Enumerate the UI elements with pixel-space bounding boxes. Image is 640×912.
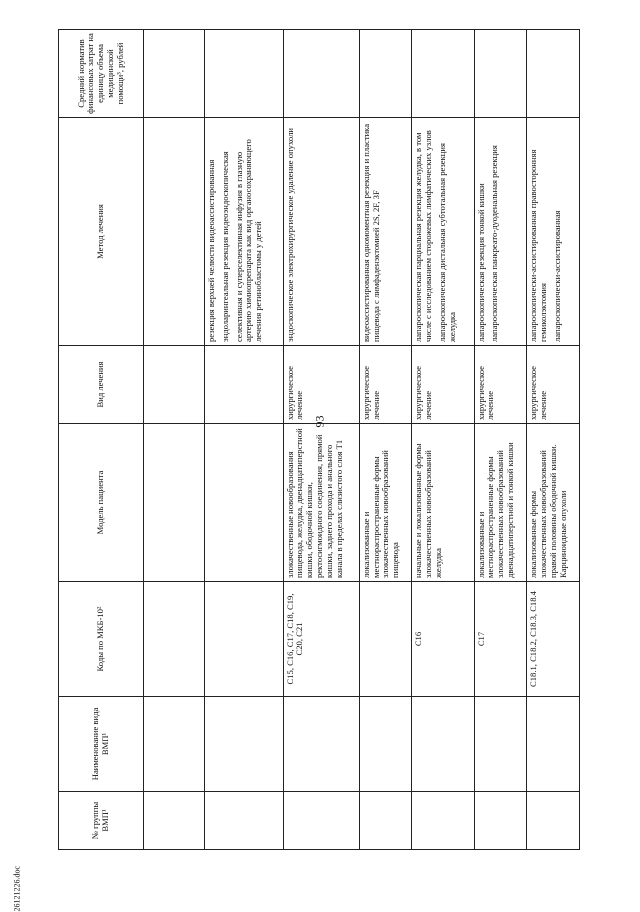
vmp-table [58, 29, 580, 850]
method-item: эндоларингеальная резекция видеоэндоскопическая [219, 151, 230, 342]
method-item: селективная и суперселективная инфузия в глазную артерию химиопрепарата как вид органосохраняющего лечения ретинобластомы у детей [233, 139, 264, 342]
table-header-row [59, 30, 144, 850]
cell-name [474, 697, 527, 792]
cell-model: начальные и локализованные формы злокачественных новообразований желудка [412, 424, 474, 582]
cell-codes: C15, C16, C17, C18, C19, C20, C21 [283, 582, 359, 697]
method-item: эндоскопическое электрохирургическое удаление опухоли [284, 127, 295, 342]
table-spacer-row [144, 30, 205, 850]
cell-group [412, 792, 474, 850]
cell-cost [412, 30, 474, 118]
method-item: лапароскопическая дистальная субтотальная резекция желудка [436, 143, 457, 342]
table-row [359, 30, 412, 850]
cell-cost [474, 30, 527, 118]
cell-treatment: хирургическое лечение [474, 346, 527, 424]
cell-treatment: хирургическое лечение [527, 346, 580, 424]
cell-name [283, 697, 359, 792]
cell-group [527, 792, 580, 850]
cell-codes: C18.1, C18.2, C18.3, C18.4 [527, 582, 580, 697]
cell-treatment: хирургическое лечение [283, 346, 359, 424]
cell-treatment: хирургическое лечение [412, 346, 474, 424]
spacer-cell [144, 697, 205, 792]
cell-group [283, 792, 359, 850]
method-item: лапароскопическая парциальная резекция желудка, в том числе с исследованием сторожевых лимфатических узлов [413, 130, 434, 342]
spacer-cell [144, 424, 205, 582]
spacer-cell [144, 30, 205, 118]
method-item: резекция верхней челюсти видеоассистированная [206, 159, 216, 342]
cell-methods [527, 118, 580, 346]
cell-codes [359, 582, 412, 697]
table-body [144, 30, 580, 850]
header-codes: Коды по МКБ-10² [59, 582, 144, 697]
table-row [412, 30, 474, 850]
cell-methods [283, 118, 359, 346]
cell-group [474, 792, 527, 850]
cell-methods [474, 118, 527, 346]
cell-model: локализованные и местнораспространенные формы злокачественных новообразований пищевода [359, 424, 412, 582]
header-methods: Метод лечения [59, 118, 144, 346]
document-footer: 26121226.doc [12, 865, 22, 912]
cell-group [205, 792, 284, 850]
table-row [283, 30, 359, 850]
cell-codes: C16 [412, 582, 474, 697]
cell-methods [359, 118, 412, 346]
cell-codes [205, 582, 284, 697]
cell-name [527, 697, 580, 792]
cell-cost [205, 30, 284, 118]
cell-group [359, 792, 412, 850]
spacer-cell [144, 582, 205, 697]
cell-model [205, 424, 284, 582]
spacer-cell [144, 118, 205, 346]
rotated-table-container [58, 30, 580, 850]
cell-methods [205, 118, 284, 346]
cell-model: злокачественные новообразования пищевода, желудка, двенадцатиперстной кишки, ободочной кишки, ректосигмоидного соединения, прямой кишки, заднего прохода и анального канала в пределах слизистого слоя T1 [283, 424, 359, 582]
cell-model: локализованные формы злокачественных новообразований правой половины ободочной кишки. Карциноидные опухоли [527, 424, 580, 582]
table-row [205, 30, 284, 850]
cell-name [359, 697, 412, 792]
spacer-cell [144, 792, 205, 850]
header-treatment: Вид лечения [59, 346, 144, 424]
cell-treatment [205, 346, 284, 424]
cell-cost [283, 30, 359, 118]
spacer-cell [144, 346, 205, 424]
method-item: видеоассистированная одномоментная резекция и пластика пищевода с лимфаденэктомией 2S, 2F, 3F [360, 123, 381, 342]
method-item: лапароскопическая резекция тонкой кишки [475, 183, 486, 342]
header-cost: Средний норматив финансовых затрат на единицу объема медицинской помощи³, рублей [59, 30, 144, 118]
method-item: лапароскопическая панкреато-дуоденальная резекция [489, 145, 500, 342]
cell-codes: C17 [474, 582, 527, 697]
cell-name [412, 697, 474, 792]
header-model: Модель пациента [59, 424, 144, 582]
cell-methods [412, 118, 474, 346]
table-row [474, 30, 527, 850]
method-item: лапароскопически-ассистированная [551, 210, 562, 342]
table-row [527, 30, 580, 850]
method-item: лапароскопически-ассистированная правосторонняя гемиколэктомия [528, 149, 549, 342]
page-number: 93 [312, 415, 327, 428]
cell-model: локализованные и местнораспространенные формы злокачественных новообразований двенадцатиперстной и тонкой кишки [474, 424, 527, 582]
cell-treatment: хирургическое лечение [359, 346, 412, 424]
cell-name [205, 697, 284, 792]
cell-cost [527, 30, 580, 118]
cell-cost [359, 30, 412, 118]
header-group: № группы ВМП¹ [59, 792, 144, 850]
header-name: Наименование вида ВМП¹ [59, 697, 144, 792]
